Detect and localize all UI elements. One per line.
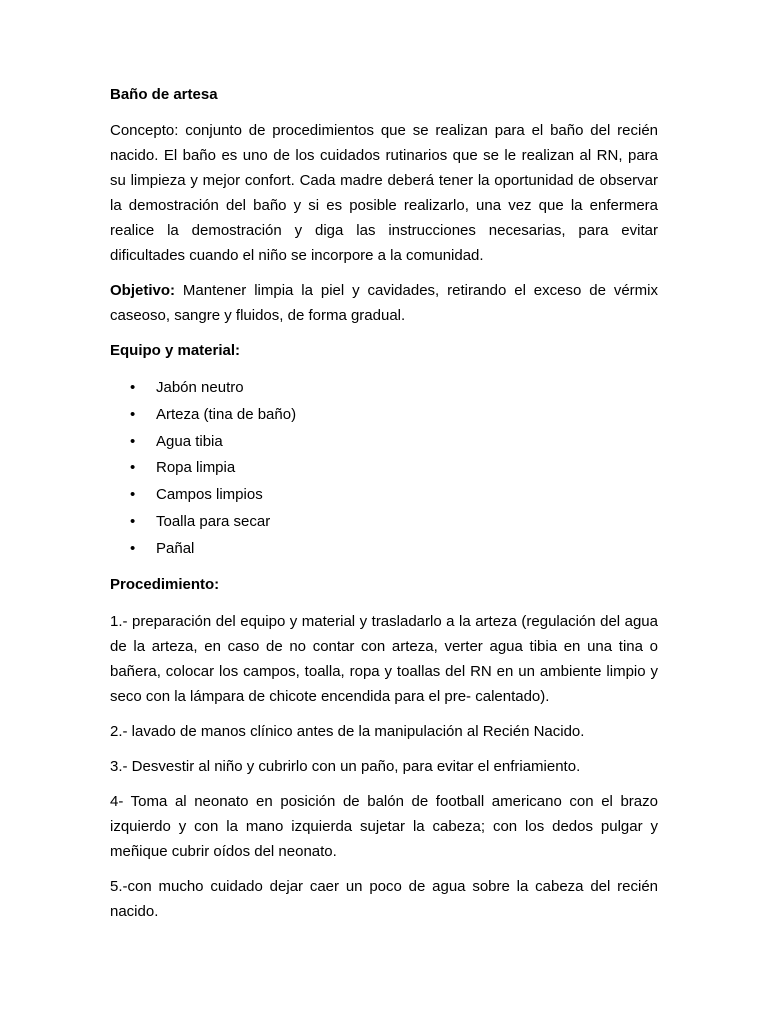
objective-label: Objetivo: (110, 282, 176, 299)
bullet-icon: • (130, 379, 136, 396)
list-item (110, 509, 658, 536)
procedure-step: 2.- lavado de manos clínico antes de la manipulación al Recién Nacido. (110, 722, 585, 740)
list-item-text: Toalla para secar (156, 512, 271, 530)
procedure-step: 1.- preparación del equipo y material y trasladarlo a la arteza (regulación del agua de la arteza, en caso de no contar con arteza, verter agua tibia en una tina o bañera, colocar los campos, toalla, ropa y toallas del RN en un ambiente limpio y seco con la lámpara de chicote encendida para el pre- calentado). (110, 612, 658, 705)
bullet-icon: • (130, 512, 136, 530)
list-item (110, 536, 658, 563)
list-item (110, 375, 658, 402)
bullet-icon: • (130, 539, 136, 557)
procedure-steps (110, 609, 658, 924)
objective-text: Mantener limpia la piel y cavidades, retirando el exceso de vérmix caseoso, sangre y fluidos, de forma gradual. (110, 282, 658, 324)
objective-paragraph (110, 278, 658, 328)
procedure-heading: Procedimiento: (110, 575, 220, 593)
list-item-text: Campos limpios (156, 486, 263, 504)
concept-paragraph: Concepto: conjunto de procedimientos que se realizan para el baño del recién nacido. El baño es uno de los cuidados rutinarios que se le realizan al RN, para su limpieza y mejor confort. Cada madre deberá tener la oportunidad de observar la demostración del baño y si es posible realizarlo, una vez que la enfermera realice la demostración y diga las instrucciones necesarias, para evitar dificultades cuando el niño se incorpore a la comunidad. (110, 122, 658, 264)
list-item (110, 402, 658, 429)
list-item (110, 455, 658, 482)
list-item-text: Arteza (tina de baño) (156, 405, 297, 423)
bullet-icon: • (130, 459, 136, 477)
procedure-step: 4- Toma al neonato en posición de balón de football americano con el brazo izquierdo y con la mano izquierda sujetar la cabeza; con los dedos pulgar y meñique cubrir oídos del neonato. (110, 792, 658, 860)
list-item (110, 482, 658, 509)
document-title: Baño de artesa (110, 86, 218, 103)
bullet-icon: • (130, 432, 136, 450)
list-item (110, 429, 658, 456)
equipment-list (110, 375, 658, 563)
list-item-text: Agua tibia (156, 432, 223, 450)
equipment-heading: Equipo y material: (110, 342, 241, 359)
list-item-text: Jabón neutro (156, 379, 244, 396)
list-item-text: Pañal (156, 539, 195, 557)
procedure-step: 3.- Desvestir al niño y cubrirlo con un paño, para evitar el enfriamiento. (110, 757, 581, 775)
list-item-text: Ropa limpia (156, 459, 236, 477)
procedure-step: 5.-con mucho cuidado dejar caer un poco de agua sobre la cabeza del recién nacido. (110, 877, 658, 920)
bullet-icon: • (130, 405, 136, 423)
document-page (110, 82, 658, 934)
bullet-icon: • (130, 486, 136, 504)
